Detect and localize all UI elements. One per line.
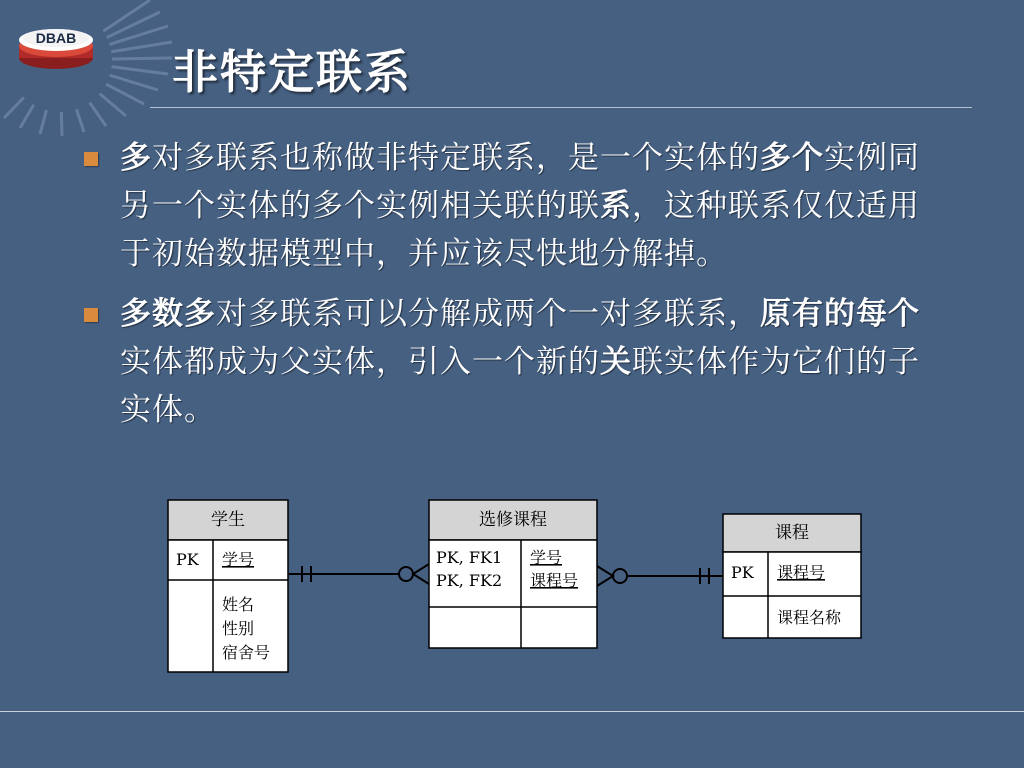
bullet-segment: 多个 <box>760 140 824 176</box>
bullet-segment: 实体都成为父实体，引入一个新的 <box>120 344 600 380</box>
bullet-segment: 联实体作为它们的子实体。 <box>120 344 920 428</box>
bullet-segment: 关 <box>600 344 632 380</box>
bullet-segment: ，这种联系仅仅适用于初始数据模型中，并应该尽快地分解掉。 <box>120 188 920 272</box>
zero-marker <box>399 567 413 581</box>
entity-name: 学生 <box>211 510 245 530</box>
attribute: 课程名称 <box>777 608 842 627</box>
entity-enrollment <box>429 500 597 648</box>
attribute: 宿舍号 <box>222 643 271 662</box>
relationship-student-enrollment <box>289 564 429 584</box>
bullet-segment: 对多联系也称做非特定联系，是一个实体的 <box>152 140 760 176</box>
bullet-segment: 多 <box>120 140 152 176</box>
key-label: PK, FK2 <box>436 571 503 590</box>
entity-name: 课程 <box>775 523 809 543</box>
bullet-segment: 对多联系可以分解成两个一对多联系， <box>216 296 760 332</box>
entity-course <box>723 514 861 638</box>
bullet-segment: 系 <box>600 188 632 224</box>
crowfoot-marker <box>597 566 613 586</box>
pk-label: PK <box>176 550 199 569</box>
pk-field: 学号 <box>222 550 255 569</box>
key-field: 学号 <box>530 548 563 567</box>
entity-student <box>168 500 288 672</box>
bullet-segment: 原有的每个 <box>760 296 920 332</box>
footer-divider <box>0 711 1024 712</box>
slide-title: 非特定联系 <box>172 45 412 99</box>
pk-field: 课程号 <box>777 563 826 582</box>
key-label: PK, FK1 <box>436 548 503 567</box>
crowfoot-marker <box>413 564 429 584</box>
bullet-segment: 多数多 <box>120 296 216 332</box>
relationship-course-enrollment <box>597 566 723 586</box>
zero-marker <box>613 569 627 583</box>
entity-name: 选修课程 <box>479 510 547 530</box>
bullet-segment: 实例同另一个实体的多个实例相关联的联 <box>120 140 920 224</box>
pk-label: PK <box>731 563 754 582</box>
logo-text: DBAB <box>35 30 77 46</box>
attribute: 性别 <box>222 619 255 638</box>
attribute: 姓名 <box>222 595 255 614</box>
key-field: 课程号 <box>530 571 579 590</box>
